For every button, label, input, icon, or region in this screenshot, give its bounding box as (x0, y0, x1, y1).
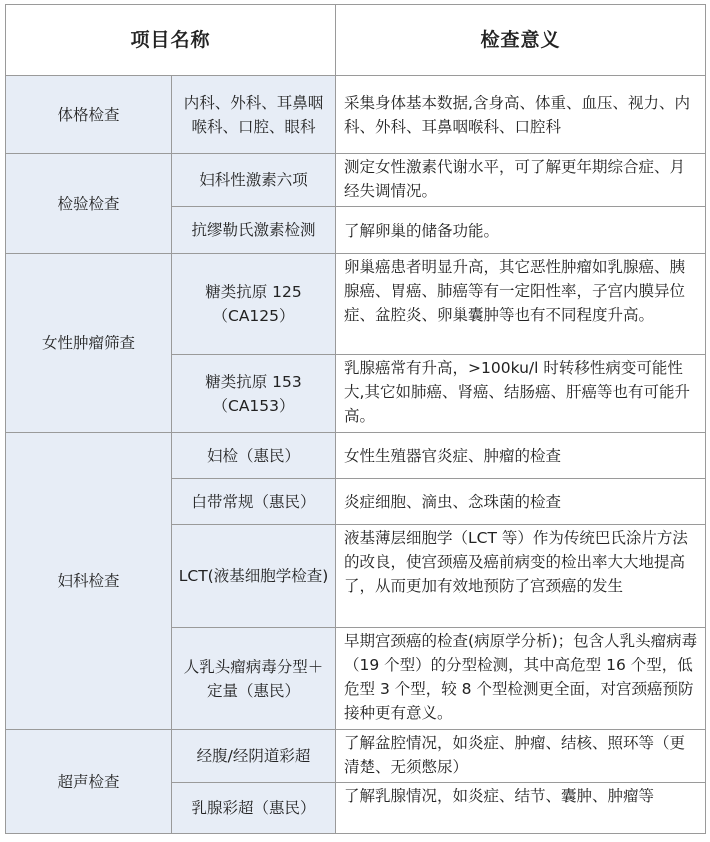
meaning-cell: 了解盆腔情况，如炎症、肿瘤、结核、照环等（更清楚、无须憋尿） (336, 730, 706, 783)
exam-items-table (5, 4, 706, 834)
meaning-cell: 了解卵巢的储备功能。 (336, 207, 706, 254)
item-cell: 经腹/经阴道彩超 (172, 730, 336, 783)
item-cell: 乳腺彩超（惠民） (172, 783, 336, 834)
header-meaning: 检查意义 (336, 5, 706, 76)
item-cell: 人乳头瘤病毒分型＋定量（惠民） (172, 628, 336, 730)
meaning-cell: 测定女性激素代谢水平，可了解更年期综合症、月经失调情况。 (336, 154, 706, 207)
meaning-cell: 早期宫颈癌的检查(病原学分析)；包含人乳头瘤病毒（19 个型）的分型检测，其中高危型 16 个型，低危型 3 个型，较 8 个型检测更全面，对宫颈癌预防接种更有意义。 (336, 628, 706, 730)
item-cell: 妇检（惠民） (172, 433, 336, 479)
item-cell: 内科、外科、耳鼻咽喉科、口腔、眼科 (172, 76, 336, 154)
table-header-row (6, 5, 706, 76)
category-physical-exam: 体格检查 (6, 76, 172, 154)
category-gynecology: 妇科检查 (6, 433, 172, 730)
item-cell: 妇科性激素六项 (172, 154, 336, 207)
header-item-name: 项目名称 (6, 5, 336, 76)
meaning-cell: 乳腺癌常有升高，>100ku/l 时转移性病变可能性大,其它如肺癌、肾癌、结肠癌、肝癌等也有可能升高。 (336, 355, 706, 433)
item-cell: 糖类抗原 153（CA153） (172, 355, 336, 433)
category-ultrasound: 超声检查 (6, 730, 172, 834)
table-row (6, 433, 706, 479)
table-row (6, 76, 706, 154)
item-cell: 抗缪勒氏激素检测 (172, 207, 336, 254)
meaning-cell: 女性生殖器官炎症、肿瘤的检查 (336, 433, 706, 479)
meaning-cell: 了解乳腺情况，如炎症、结节、囊肿、肿瘤等 (336, 783, 706, 834)
category-lab-test: 检验检查 (6, 154, 172, 254)
item-cell: LCT(液基细胞学检查) (172, 525, 336, 628)
item-cell: 白带常规（惠民） (172, 479, 336, 525)
meaning-cell: 卵巢癌患者明显升高，其它恶性肿瘤如乳腺癌、胰腺癌、胃癌、肺癌等有一定阳性率，子宫内膜异位症、盆腔炎、卵巢囊肿等也有不同程度升高。 (336, 254, 706, 355)
item-cell: 糖类抗原 125（CA125） (172, 254, 336, 355)
table-row (6, 154, 706, 207)
category-tumor-screening: 女性肿瘤筛查 (6, 254, 172, 433)
table-row (6, 254, 706, 355)
meaning-cell: 液基薄层细胞学（LCT 等）作为传统巴氏涂片方法的改良，使宫颈癌及癌前病变的检出率大大地提高了，从而更加有效地预防了宫颈癌的发生 (336, 525, 706, 628)
meaning-cell: 采集身体基本数据,含身高、体重、血压、视力、内科、外科、耳鼻咽喉科、口腔科 (336, 76, 706, 154)
meaning-cell: 炎症细胞、滴虫、念珠菌的检查 (336, 479, 706, 525)
table-row (6, 730, 706, 783)
